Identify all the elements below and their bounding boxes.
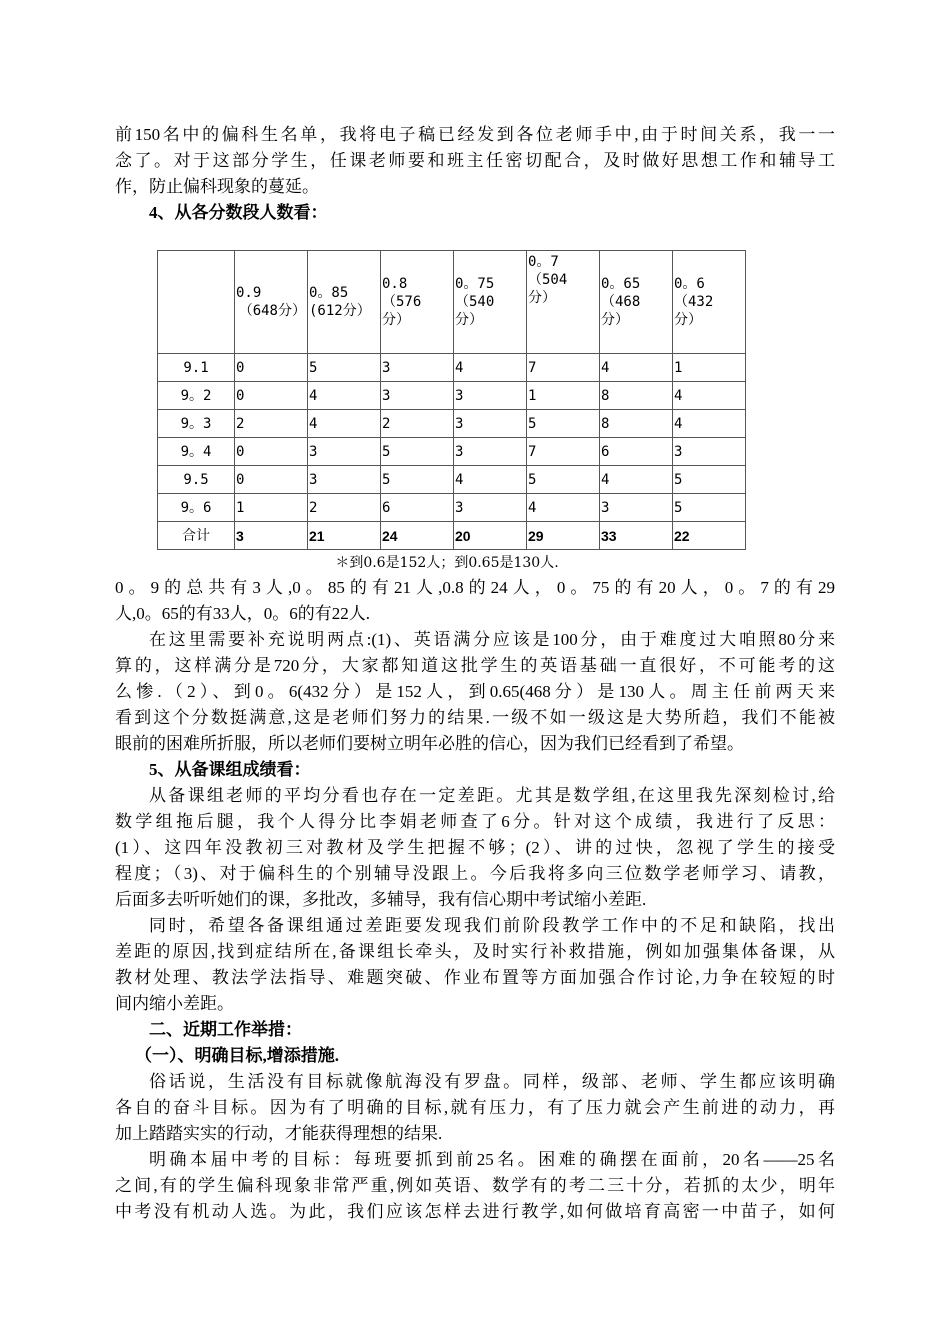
table-cell: 5 (381, 438, 454, 466)
table-cell: 4 (600, 466, 673, 494)
table-cell: 4 (673, 382, 746, 410)
section-heading: 4、从各分数段人数看： (149, 203, 328, 222)
table-cell: 0 (235, 354, 308, 382)
table-cell: 0 (235, 438, 308, 466)
table-cell: 5 (527, 466, 600, 494)
table-row (158, 438, 746, 466)
row-label: 9。6 (158, 494, 235, 522)
table-header-cell: 0。7 （504 分） (527, 251, 600, 354)
table-cell: 5 (308, 354, 381, 382)
paragraph-line: 人,0。65的有33人，0。6的有22人. (115, 604, 370, 623)
table-cell: 3 (600, 494, 673, 522)
paragraph-line: 0。9的总共有3人,0。85的有21人,0.8的24人，0。75的有20人，0。7的有29 (115, 578, 835, 597)
paragraph-line: 数学组拖后腿，我个人得分比李娟老师查了6分。针对这个成绩，我进行了反思： (115, 812, 835, 831)
table-cell: 2 (235, 410, 308, 438)
table-cell: 4 (527, 494, 600, 522)
paragraph-line: 前150名中的偏科生名单，我将电子稿已经发到各位老师手中,由于时间关系，我一一 (115, 125, 835, 144)
table-cell: 0 (235, 466, 308, 494)
table-header-cell: 0。75 （540 分） (454, 251, 527, 354)
table-cell: 4 (454, 466, 527, 494)
table-cell: 7 (527, 354, 600, 382)
table-row (158, 410, 746, 438)
row-label: 9。3 (158, 410, 235, 438)
table-cell: 1 (527, 382, 600, 410)
table-total-row (158, 522, 746, 550)
table-cell: 20 (454, 522, 527, 550)
table-cell: 21 (308, 522, 381, 550)
section-heading: 二、近期工作举措： (149, 1020, 302, 1039)
table-header-cell: 0.8 （576 分） (381, 251, 454, 354)
paragraph-line: 算的，这样满分是720分，大家都知道这批学生的英语基础一直很好，不可能考的这 (115, 656, 835, 675)
score-band-table (157, 250, 746, 550)
table-cell: 3 (235, 522, 308, 550)
row-label: 9。4 (158, 438, 235, 466)
table-cell: 6 (381, 494, 454, 522)
row-label: 合计 (158, 522, 235, 550)
paragraph-line: 作，防止偏科现象的蔓延。 (115, 177, 319, 196)
paragraph-line: 加上踏踏实实的行动，才能获得理想的结果. (115, 1124, 443, 1143)
paragraph-line: 念了。对于这部分学生，任课老师要和班主任密切配合，及时做好思想工作和辅导工 (115, 151, 835, 170)
table-row (158, 354, 746, 382)
table-cell: 3 (454, 382, 527, 410)
paragraph-line: 眼前的困难所折服，所以老师们要树立明年必胜的信心，因为我们已经看到了希望。 (115, 734, 744, 753)
paragraph-line: 教材处理、教法学法指导、难题突破、作业布置等方面加强合作讨论,力争在较短的时 (115, 968, 835, 987)
paragraph-line: 差距的原因,找到症结所在,备课组长牵头，及时实行补救措施，例如加强集体备课，从 (115, 942, 835, 961)
table-cell: 4 (308, 382, 381, 410)
paragraph-line: 在这里需要补充说明两点:(1)、英语满分应该是100分，由于难度过大咱照80分来 (149, 630, 835, 649)
table-cell: 2 (381, 410, 454, 438)
table-cell: 4 (600, 354, 673, 382)
paragraph-line: 后面多去听听她们的课，多批改，多辅导，我有信心期中考试缩小差距. (115, 890, 647, 909)
table-cell: 5 (527, 410, 600, 438)
section-heading: 5、从备课组成绩看： (149, 760, 311, 779)
table-header-cell: 0。65 （468 分） (600, 251, 673, 354)
table-row (158, 382, 746, 410)
paragraph-line: 俗话说，生活没有目标就像航海没有罗盘。同样，级部、老师、学生都应该明确 (149, 1072, 835, 1091)
table-row (158, 466, 746, 494)
table-cell: 3 (673, 438, 746, 466)
table-cell: 4 (308, 410, 381, 438)
table-cell: 5 (673, 494, 746, 522)
table-cell: 7 (527, 438, 600, 466)
table-cell: 5 (381, 466, 454, 494)
table-cell: 4 (673, 410, 746, 438)
table-header-cell: 0。85 (612分） (308, 251, 381, 354)
paragraph-line: 从备课组老师的平均分看也存在一定差距。尤其是数学组,在这里我先深刻检讨,给 (149, 786, 835, 805)
table-cell: 22 (673, 522, 746, 550)
paragraph-line: (1）、这四年没教初三对教材及学生把握不够；(2）、讲的过快，忽视了学生的接受 (115, 838, 835, 857)
table-cell: 33 (600, 522, 673, 550)
top-section (115, 122, 835, 226)
table-cell: 3 (381, 382, 454, 410)
table-cell: 3 (308, 438, 381, 466)
paragraph-line: 同时，希望各备课组通过差距要发现我们前阶段教学工作中的不足和缺陷，找出 (149, 916, 835, 935)
paragraph-line: 中考没有机动人选。为此，我们应该怎样去进行教学,如何做培育高密一中苗子，如何 (115, 1202, 835, 1221)
table-cell: 2 (308, 494, 381, 522)
table-cell: 4 (454, 354, 527, 382)
row-label: 9.5 (158, 466, 235, 494)
table-cell: 3 (454, 438, 527, 466)
table-header-row (158, 251, 746, 354)
table-caption: ＊到0.6是152人；到0.65是130人. (335, 555, 559, 571)
table-cell: 29 (527, 522, 600, 550)
table-header-cell: 0.9 （648分） (235, 251, 308, 354)
paragraph-line: 程度；（3)、对于偏科生的个别辅导没跟上。今后我将多向三位数学老师学习、请教， (115, 864, 835, 883)
row-label: 9。2 (158, 382, 235, 410)
table-header-cell: 0。6 （432 分） (673, 251, 746, 354)
table-cell: 24 (381, 522, 454, 550)
table-cell: 8 (600, 382, 673, 410)
table-cell: 3 (381, 354, 454, 382)
paragraph-line: 之间,有的学生偏科现象非常严重,例如英语、数学有的考二三十分，若抓的太少，明年 (115, 1176, 835, 1195)
table-header-cell (158, 251, 235, 354)
table-cell: 3 (454, 494, 527, 522)
table-row (158, 494, 746, 522)
table-cell: 0 (235, 382, 308, 410)
subsection-heading: （一）、明确目标,增添措施. (135, 1046, 339, 1065)
table-cell: 8 (600, 410, 673, 438)
row-label: 9.1 (158, 354, 235, 382)
table-cell: 1 (673, 354, 746, 382)
paragraph-line: 明确本届中考的目标：每班要抓到前25名。困难的确摆在面前，20名——25名 (149, 1150, 835, 1169)
table-cell: 5 (673, 466, 746, 494)
paragraph-line: 么惨.（2）、到0。6(432分）是152人，到0.65(468分）是130人。周主任前两天来 (115, 682, 835, 701)
main-section (115, 575, 835, 1225)
paragraph-line: 间内缩小差距。 (115, 994, 234, 1013)
table-cell: 6 (600, 438, 673, 466)
table-cell: 1 (235, 494, 308, 522)
paragraph-line: 看到这个分数挺满意,这是老师们努力的结果.一级不如一级这是大势所趋，我们不能被 (115, 708, 835, 727)
table-cell: 3 (454, 410, 527, 438)
paragraph-line: 各自的奋斗目标。因为有了明确的目标,就有压力，有了压力就会产生前进的动力，再 (115, 1098, 835, 1117)
table-cell: 3 (308, 466, 381, 494)
